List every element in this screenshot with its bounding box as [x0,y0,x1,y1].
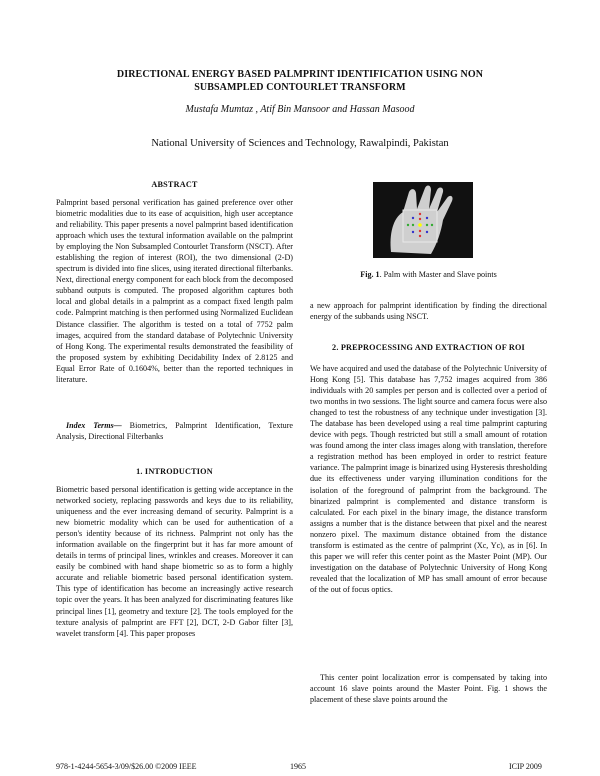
slave-point [426,231,428,233]
slave-point [426,217,428,219]
slave-point [431,224,433,226]
intro-text: Biometric based personal identification is getting wide acceptance in the networked society, replacing passwords and keys due to its reliability, uniqueness and the ever increasing demand of security. Palmprint is a new biometric modality which can be used for authentication of a person's identity because of its richness. Palmprint not only has the information available on the fingerprint but it has far more amount of details in terms of principal lines, wrinkles and creases. Moreover it can easily be combined with hand shape biometric so as to form a highly accurate and reliable biometric based personal identification system. This type of identification has become an increasingly active research topic over the years. It has been analyzed for discriminating features like principal lines [1], geometry and texture [2]. The tools employed for the texture analysis of palmprint are FFT [2], DCT, 2-D Gabor filter [3], wavelet transform [4]. This paper proposes [56,485,293,638]
index-terms-text: Biometrics, Palmprint Identification, Texture Analysis, Directional Filterbanks [56,421,293,442]
slave-point [407,224,409,226]
affiliation: National University of Sciences and Technology, Rawalpindi, Pakistan [151,138,449,149]
figure-caption [310,270,547,279]
index-terms-label: Index Terms— [66,421,122,430]
slave-point [412,217,414,219]
authors: Mustafa Mumtaz , Atif Bin Mansoor and Hassan Masood [185,104,415,115]
slave-point [426,224,428,226]
footer-venue: ICIP 2009 [509,762,542,771]
index-terms [56,420,293,442]
section2-para1: We have acquired and used the database of the Polytechnic University of Hong Kong [5]. This database has 7,752 images acquired from 386 individuals with 20 samples per person and is collected over a period of two months in two sessions. The light source and camera focus were also changed to test the robustness of any technique under investigation [3]. The database has been developed using a real time palmprint capturing device with pegs. Though restricted but still a small amount of rotation was found among the inter class images along with translation, therefore a registration method has been employed in order to restrict feature variance. The palmprint image is binarized using Hysteresis thresholding due its effectiveness under varying illumination conditions for the isolation of the foreground of palmprint from the background. The binarized palmprint is complemented and distance transform is calculated. For each pixel in the binary image, the distance transform assigns a number that is the distance between that pixel and the nearest nonzero pixel. The maximum distance obtained from the distance transform is estimated as the centre of palmprint (Xc, Yc), as in [6]. In this paper we will refer this center point as the Master Point (MP). Our investigation on the database of Polytechnic University of Hong Kong revealed that the localization of MP has small amount of error because of the out of focus optics. [310,364,547,594]
intro-heading: 1. INTRODUCTION [136,467,213,476]
abstract-text: Palmprint based personal verification has gained preference over other biometric modalities due to its ease of acquisition, high user acceptance and reliability. This paper presents a novel palmprint based identification approach which uses the textural information available on the palmprint by employing the Non Subsampled Contourlet Transform (NSCT). After establishing the region of interest (ROI), the two dimensional (2-D) spectrum is divided into fine slices, using iterated directional filterbanks. Next, directional energy component for each block from the decomposed subband outputs is computed. The proposed algorithm captures both local and global details in a palmprint as a compact fixed length palm code. Palmprint matching is then performed using Normalized Euclidean Distance classifier. The algorithm is tested on a total of 7752 palm images, acquired from the standard database of Polytechnic University of Hong Kong. The experimental results demonstrated the feasibility of the proposed system by exhibiting Decidability Index of 2.8125 and Equal Error Rate of 0.1604%, better than the reported techniques in literature. [56,198,293,384]
footer-isbn: 978-1-4244-5654-3/09/$26.00 ©2009 IEEE [56,762,197,771]
slave-point [419,230,421,232]
section2-para2: This center point localization error is compensated by taking into account 16 slave points around the Master Point. Fig. 1 shows the placement of these slave points around the [310,673,547,705]
title-line-2: SUBSAMPLED CONTOURLET TRANSFORM [194,82,406,93]
right-continuation: a new approach for palmprint identification by finding the directional energy of the subbands using NSCT. [310,301,547,322]
slave-point [412,224,414,226]
slave-point [419,218,421,220]
title-line-1: DIRECTIONAL ENERGY BASED PALMPRINT IDENTIFICATION USING NON [116,69,484,80]
footer-page-number: 1965 [290,762,306,771]
section2-heading: 2. PREPROCESSING AND EXTRACTION OF ROI [332,343,525,352]
slave-point [419,213,421,215]
abstract-heading: ABSTRACT [151,180,198,189]
paper-title [70,68,530,94]
slave-point [412,231,414,233]
palm-figure [373,182,473,258]
caption-text: . Palm with Master and Slave points [379,270,497,279]
slave-point [419,235,421,237]
master-point [418,223,422,227]
caption-label: Fig. 1 [360,270,380,279]
